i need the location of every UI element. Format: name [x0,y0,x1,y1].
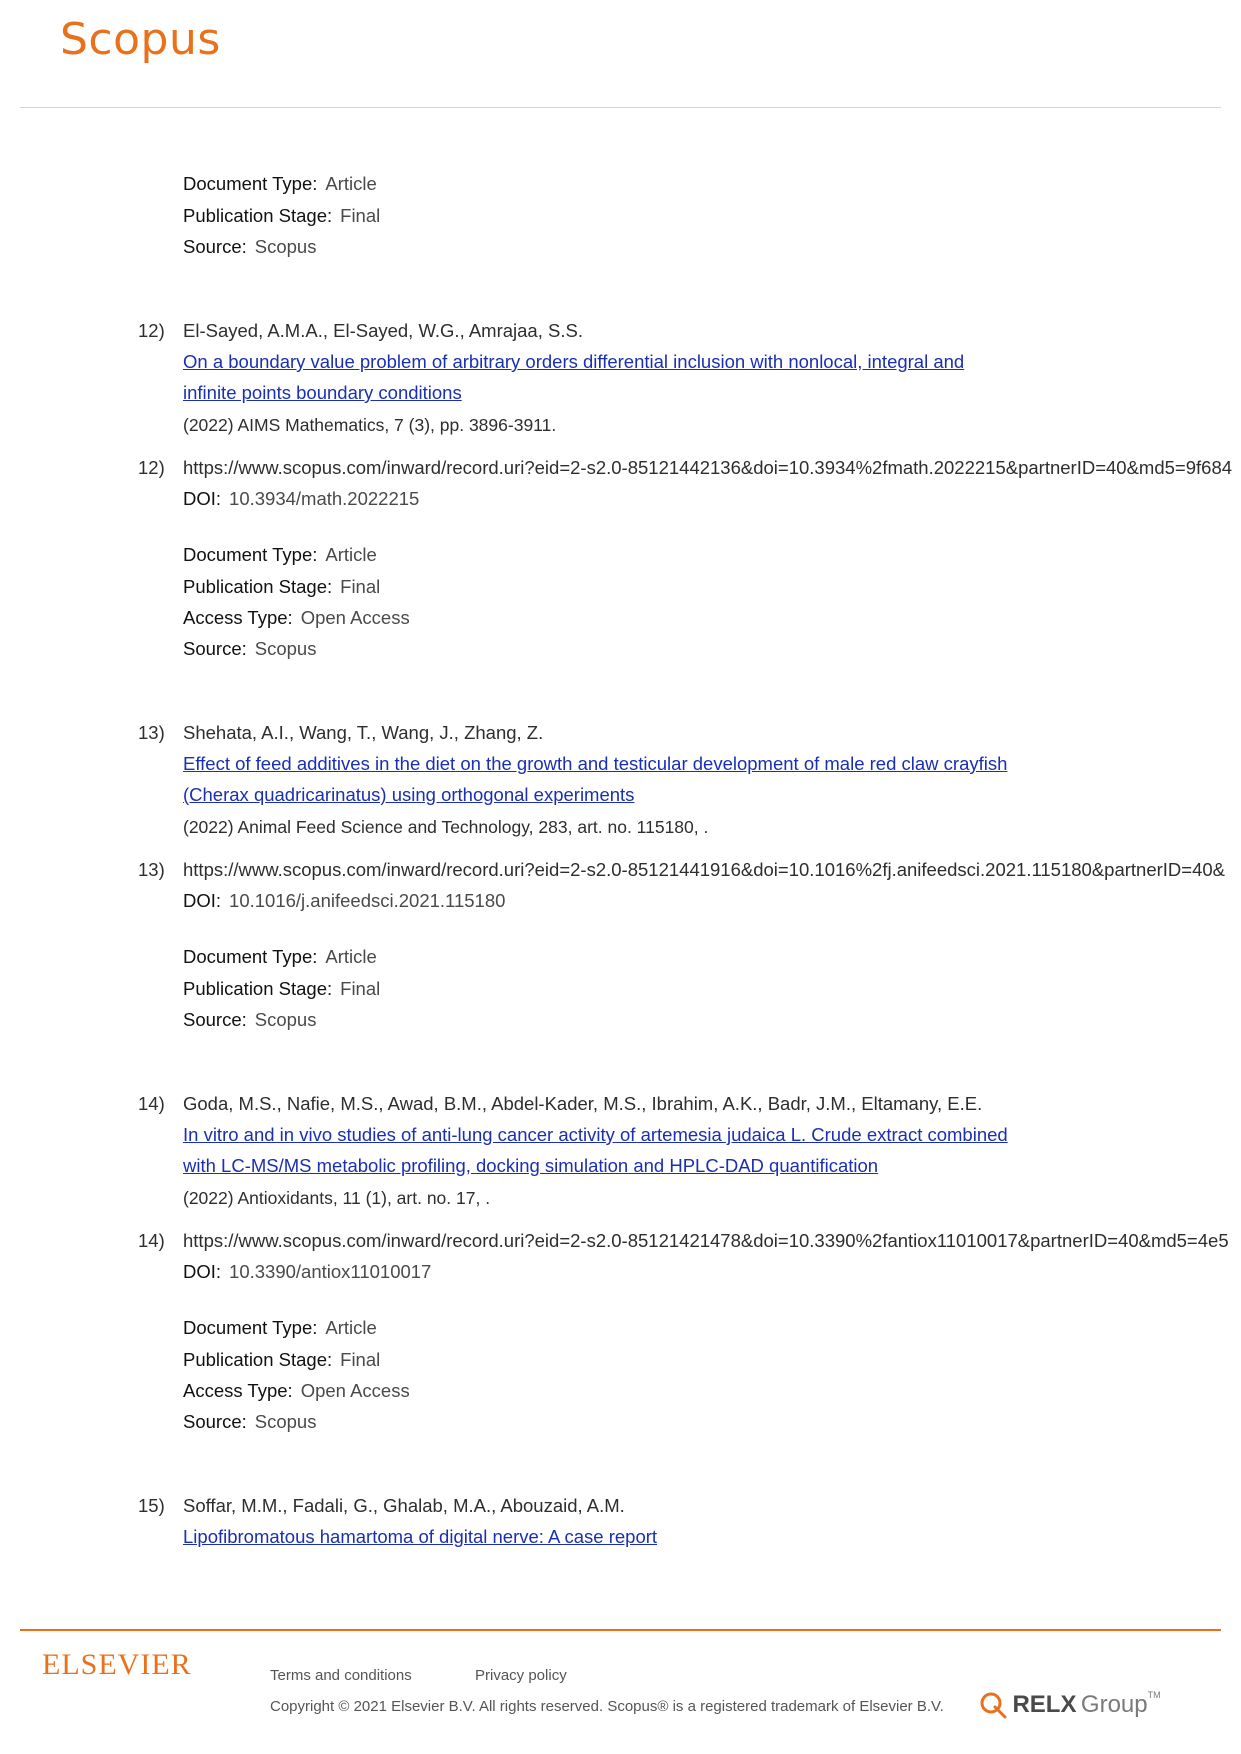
record-title-line[interactable] [183,752,1007,776]
record-citation: (2022) Animal Feed Science and Technology, 283, art. no. 115180, . [183,817,709,837]
publication-stage-value: Final [340,576,381,597]
footer-divider [20,1629,1221,1631]
record-number: 12) [138,320,165,341]
doi-value: 10.3934/math.2022215 [229,488,420,509]
doi-row [183,487,419,511]
source-label: Source: [183,1411,247,1432]
source-row [183,637,316,661]
record-url[interactable]: https://www.scopus.com/inward/record.uri?eid=2-s2.0-85121442136&doi=10.3934%2fmath.2022215&partnerID=40&md5=9f684 [183,457,1233,478]
source-value: Scopus [254,236,317,257]
record-number: 13) [138,722,165,743]
record-authors: Shehata, A.I., Wang, T., Wang, J., Zhang, Z. [183,722,544,743]
source-label: Source: [183,1009,247,1030]
record-number: 15) [138,1495,165,1516]
relx-mark-icon [978,1690,1008,1720]
record-title-link[interactable]: In vitro and in vivo studies of anti-lung cancer activity of artemesia judaica L. Crude extract combined [183,1124,1008,1145]
document-type-row [183,1316,377,1340]
doi-value: 10.3390/antiox11010017 [229,1261,432,1282]
source-row [183,1410,316,1434]
record-title-line[interactable] [183,350,964,374]
source-label: Source: [183,638,247,659]
record-authors: Goda, M.S., Nafie, M.S., Awad, B.M., Abdel-Kader, M.S., Ibrahim, A.K., Badr, J.M., Eltamany, E.E. [183,1093,983,1114]
document-type-label: Document Type: [183,1317,318,1338]
record-title-line[interactable] [183,381,462,405]
source-value: Scopus [254,1411,317,1432]
copyright-text: Copyright © 2021 Elsevier B.V. All rights reserved. Scopus® is a registered trademark of Elsevier B.V. [270,1698,944,1715]
record-title-line[interactable] [183,1154,878,1178]
publication-stage-value: Final [340,205,381,226]
access-type-label: Access Type: [183,607,293,628]
publication-stage-value: Final [340,978,381,999]
publication-stage-row [183,1348,380,1372]
record-title-link[interactable]: (Cherax quadricarinatus) using orthogonal experiments [183,784,635,805]
publication-stage-row [183,575,380,599]
document-type-value: Article [325,1317,377,1338]
record-title-link[interactable]: Lipofibromatous hamartoma of digital nerve: A case report [183,1526,658,1547]
publication-stage-label: Publication Stage: [183,978,333,999]
document-type-value: Article [325,173,377,194]
access-type-row [183,606,410,630]
document-type-value: Article [325,946,377,967]
source-value: Scopus [254,638,317,659]
document-type-row [183,945,377,969]
publication-stage-label: Publication Stage: [183,576,333,597]
scopus-logo[interactable]: Scopus [60,14,221,65]
record-title-link[interactable]: infinite points boundary conditions [183,382,462,403]
access-type-row [183,1379,410,1403]
doi-label: DOI: [183,488,222,509]
relx-logo[interactable] [978,1690,1161,1720]
doi-row [183,889,505,913]
publication-stage-row [183,977,380,1001]
record-title-line[interactable] [183,1525,657,1549]
source-row [183,235,316,259]
publication-stage-label: Publication Stage: [183,1349,333,1370]
doi-label: DOI: [183,1261,222,1282]
document-type-row [183,543,377,567]
document-type-value: Article [325,544,377,565]
access-type-value: Open Access [300,1380,410,1401]
source-row [183,1008,316,1032]
record-citation: (2022) Antioxidants, 11 (1), art. no. 17, . [183,1188,491,1208]
record-number: 12) [138,457,165,478]
doi-label: DOI: [183,890,222,911]
publication-stage-row [183,204,380,228]
document-type-label: Document Type: [183,173,318,194]
elsevier-logo[interactable]: ELSEVIER [42,1648,192,1681]
document-type-label: Document Type: [183,946,318,967]
doi-value: 10.1016/j.anifeedsci.2021.115180 [229,890,506,911]
record-title-link[interactable]: On a boundary value problem of arbitrary orders differential inclusion with nonlocal, integral and [183,351,965,372]
document-type-row [183,172,377,196]
record-number: 14) [138,1230,165,1251]
record-title-link[interactable]: Effect of feed additives in the diet on the growth and testicular development of male red claw crayfish [183,753,1008,774]
record-title-line[interactable] [183,783,634,807]
record-url[interactable]: https://www.scopus.com/inward/record.uri?eid=2-s2.0-85121421478&doi=10.3390%2fantiox11010017&partnerID=40&md5=4e5 [183,1230,1229,1251]
publication-stage-label: Publication Stage: [183,205,333,226]
record-url[interactable]: https://www.scopus.com/inward/record.uri?eid=2-s2.0-85121441916&doi=10.1016%2fj.anifeedsci.2021.115180&partnerID=40& [183,859,1225,880]
record-number: 13) [138,859,165,880]
access-type-value: Open Access [300,607,410,628]
source-label: Source: [183,236,247,257]
record-number: 14) [138,1093,165,1114]
record-title-line[interactable] [183,1123,1008,1147]
record-authors: El-Sayed, A.M.A., El-Sayed, W.G., Amrajaa, S.S. [183,320,583,341]
relx-text: RELX [1012,1691,1077,1718]
source-value: Scopus [254,1009,317,1030]
record-citation: (2022) AIMS Mathematics, 7 (3), pp. 3896-3911. [183,415,557,435]
privacy-link[interactable]: Privacy policy [475,1667,567,1684]
relx-trademark: TM [1147,1690,1161,1700]
relx-group-text: Group [1080,1691,1148,1718]
doi-row [183,1260,431,1284]
publication-stage-value: Final [340,1349,381,1370]
record-title-link[interactable]: with LC-MS/MS metabolic profiling, docking simulation and HPLC-DAD quantification [183,1155,879,1176]
document-type-label: Document Type: [183,544,318,565]
header-divider [20,107,1221,108]
record-authors: Soffar, M.M., Fadali, G., Ghalab, M.A., Abouzaid, A.M. [183,1495,625,1516]
access-type-label: Access Type: [183,1380,293,1401]
terms-link[interactable]: Terms and conditions [270,1667,412,1684]
